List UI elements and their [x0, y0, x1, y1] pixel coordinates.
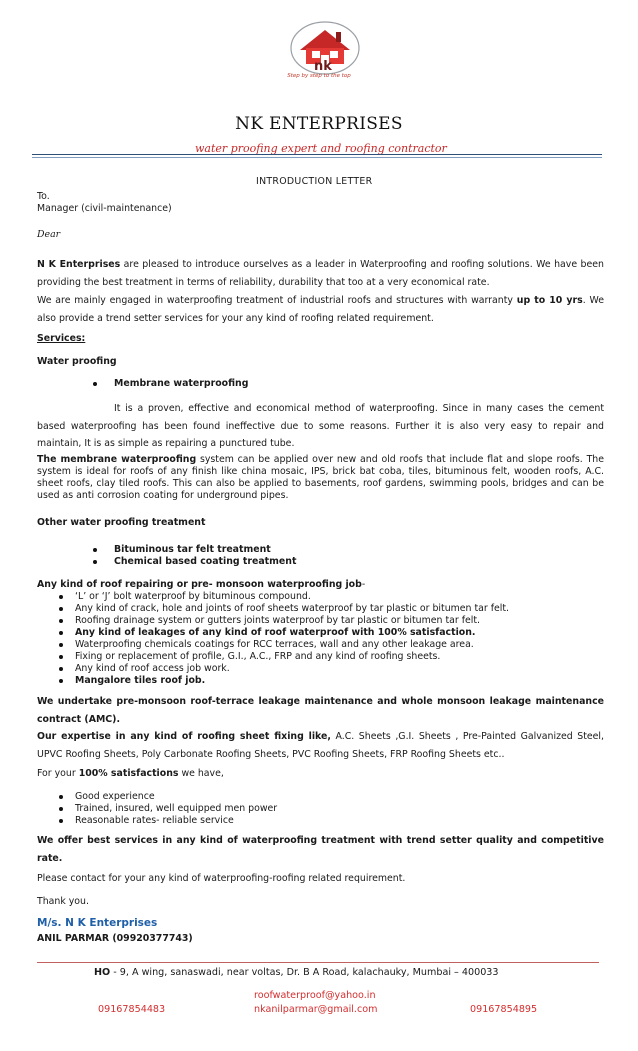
have-item: Reasonable rates- reliable service — [75, 815, 234, 826]
bullet-icon — [59, 667, 63, 671]
recipient-line: Manager (civil-maintenance) — [37, 203, 172, 214]
footer-email-1[interactable]: roofwaterproof@yahoo.in — [254, 990, 376, 1001]
roof-heading-dash: - — [361, 579, 366, 590]
bullet-icon — [59, 819, 63, 823]
logo-slogan: Step by step to the top — [287, 73, 351, 79]
bullet-icon — [59, 643, 63, 647]
for-your-bold: 100% satisfactions — [78, 768, 179, 779]
roof-item: Any kind of crack, hole and joints of roof sheets waterproof by tar plastic or bitumen tar felt. — [75, 603, 510, 614]
intro-paragraph — [37, 256, 604, 291]
salutation: Dear — [37, 229, 61, 240]
membrane-system-bold: The membrane waterproofing — [37, 454, 197, 465]
company-name: NK ENTERPRISES — [235, 114, 403, 134]
membrane-desc-text: It is a proven, effective and economical method of waterproofing. Since in many cases the cement based waterproofing has been found ineffective due to some reasons. Further it is also very easy to repair and maintain, It is as simple as repairing a punctured tube. — [37, 403, 604, 449]
bullet-icon — [59, 619, 63, 623]
have-item: Trained, insured, well equipped men power — [75, 803, 278, 814]
footer-address — [94, 967, 499, 978]
roof-heading: Any kind of roof repairing or pre- monsoon waterproofing job — [37, 579, 362, 590]
membrane-item: Membrane waterproofing — [114, 378, 249, 389]
bullet-icon — [93, 560, 97, 564]
footer-email-2[interactable]: nkanilparmar@gmail.com — [254, 1004, 378, 1015]
intro-text: are pleased to introduce ourselves as a leader in Waterproofing and roofing solutions. We have been providing the best treatment in terms of reliability, durability that too at a very economical rate. — [37, 259, 604, 288]
signature-name: ANIL PARMAR (09920377743) — [37, 933, 193, 944]
for-your-line — [37, 767, 224, 780]
expertise-text: A.C. Sheets ,G.I. Sheets , Pre-Painted Galvanized Steel, UPVC Roofing Sheets, Poly Carbonate Roofing Sheets, PVC Roofing Sheets, FRP Roofing Sheets etc.. — [37, 731, 604, 760]
bullet-icon — [59, 795, 63, 799]
for-your-1: For your — [37, 768, 79, 779]
have-item: Good experience — [75, 791, 155, 802]
address-text: - 9, A wing, sanaswadi, near voltas, Dr. B A Road, kalachauky, Mumbai – 400033 — [110, 967, 499, 978]
services-heading: Services: — [37, 333, 86, 344]
thanks-line: Thank you. — [37, 896, 89, 907]
roof-item: Roofing drainage system or gutters joints waterproof by tar plastic or bitumen tar felt. — [75, 615, 481, 626]
header-rule — [32, 154, 602, 155]
house-logo-icon — [270, 18, 380, 90]
membrane-system-paragraph — [37, 454, 604, 502]
roof-item: Any kind of roof access job work. — [75, 663, 230, 674]
water-proofing-heading: Water proofing — [37, 356, 117, 367]
footer-phone-1[interactable]: 09167854483 — [98, 1004, 166, 1015]
other-item: Chemical based coating treatment — [114, 556, 297, 567]
header-rule-thin — [32, 157, 602, 158]
bullet-icon — [59, 807, 63, 811]
signature-company: M/s. N K Enterprises — [37, 917, 158, 929]
warranty-highlight: up to 10 yrs — [516, 295, 583, 306]
undertake-paragraph: We undertake pre-monsoon roof-terrace leakage maintenance and whole monsoon leakage maintenance contract (AMC). — [37, 696, 604, 725]
for-your-2: we have, — [178, 768, 224, 779]
roof-item: ‘L’ or ‘J’ bolt waterproof by bituminous compound. — [75, 591, 311, 602]
mainly-text-1: We are mainly engaged in waterproofing treatment of industrial roofs and structures with warranty — [37, 295, 517, 306]
roof-item: Fixing or replacement of profile, G.I., A.C., FRP and any kind of roofing sheets. — [75, 651, 441, 662]
membrane-system-text: system can be applied over new and old roofs that include flat and slope roofs. The system is ideal for roofs of any finish like china mosaic, IPS, brick bat coba, tiles, bituminous felt, wooden roofs, A.C. sheet roofs, clay tiled roofs. This can also be applied to basements, roof gardens, swimming pools, bridges and can be used as anti corrosion coating for underground pipes. — [37, 454, 605, 501]
bullet-icon — [59, 631, 63, 635]
company-tagline: water proofing expert and roofing contractor — [195, 142, 447, 155]
mainly-paragraph — [37, 292, 604, 327]
footer-phone-2[interactable]: 09167854895 — [470, 1004, 538, 1015]
logo-mark: nk — [314, 59, 332, 74]
other-item: Bituminous tar felt treatment — [114, 544, 271, 555]
bullet-icon — [59, 655, 63, 659]
footer-rule — [37, 962, 599, 963]
bullet-icon — [59, 679, 63, 683]
mainly-text-2: . We also provide a trend setter services for your any kind of roofing related requirement. — [37, 295, 604, 324]
roof-item: Mangalore tiles roof job. — [75, 675, 206, 686]
bullet-icon — [93, 382, 97, 386]
membrane-description — [37, 400, 604, 453]
expertise-paragraph — [37, 728, 604, 763]
offer-paragraph: We offer best services in any kind of waterproofing treatment with trend setter quality and competitive rate. — [37, 835, 604, 864]
other-treatment-heading: Other water proofing treatment — [37, 517, 206, 528]
intro-company: N K Enterprises — [37, 259, 121, 270]
bullet-icon — [59, 607, 63, 611]
bullet-icon — [93, 548, 97, 552]
roof-item: Waterproofing chemicals coatings for RCC terraces, wall and any other leakage area. — [75, 639, 474, 650]
expertise-bold: Our expertise in any kind of roofing sheet fixing like, — [37, 731, 331, 742]
letter-title: INTRODUCTION LETTER — [256, 176, 373, 187]
ho-label: HO — [94, 967, 111, 978]
roof-item: Any kind of leakages of any kind of roof waterproof with 100% satisfaction. — [75, 627, 476, 638]
contact-line: Please contact for your any kind of waterproofing-roofing related requirement. — [37, 873, 406, 884]
bullet-icon — [59, 595, 63, 599]
to-line: To. — [37, 191, 50, 202]
